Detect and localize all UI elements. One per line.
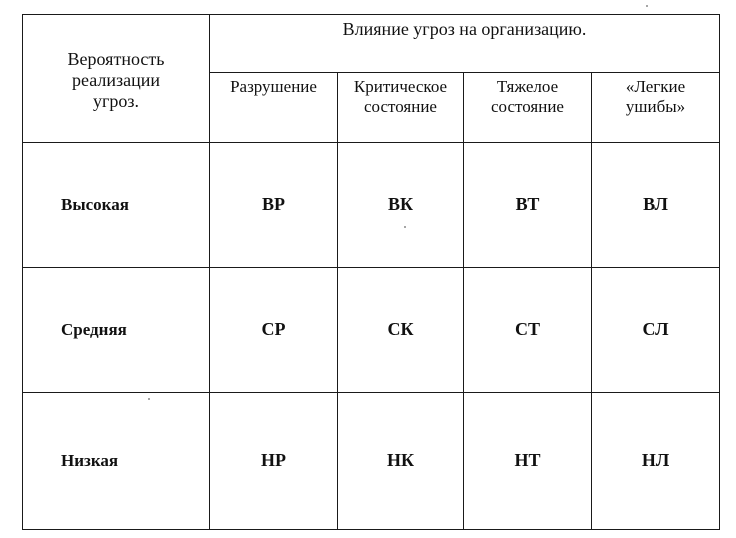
row-label-high: Высокая: [23, 142, 210, 267]
scan-speck: [148, 398, 150, 400]
cell-low-critical: НК: [338, 392, 464, 529]
column-header-critical: [338, 72, 464, 142]
column-header-critical-line-2: состояние: [364, 96, 437, 116]
probability-header-line-3: угроз.: [93, 90, 139, 111]
column-header-minor-line-2: ушибы»: [625, 96, 686, 116]
probability-header-line-1: Вероятность: [67, 48, 165, 69]
column-header-severe: [464, 72, 592, 142]
cell-high-critical: ВК: [338, 142, 464, 267]
cell-low-severe: НТ: [464, 392, 592, 529]
cell-high-minor: ВЛ: [592, 142, 720, 267]
cell-low-minor: НЛ: [592, 392, 720, 529]
probability-header-line-2: реализации: [72, 69, 160, 90]
scan-speck: [404, 226, 406, 228]
column-header-destruction: [210, 72, 338, 142]
table-row-high: [23, 142, 720, 267]
scan-speck: [646, 5, 648, 7]
table-row-medium: [23, 267, 720, 392]
column-header-severe-line-1: Тяжелое: [496, 76, 559, 96]
impact-group-header: Влияние угроз на организацию.: [210, 15, 720, 73]
column-header-destruction-line-1: Разрушение: [230, 76, 317, 96]
table-row-low: [23, 392, 720, 529]
cell-low-destruction: НР: [210, 392, 338, 529]
cell-high-severe: ВТ: [464, 142, 592, 267]
row-label-medium: Средняя: [23, 267, 210, 392]
cell-medium-minor: СЛ: [592, 267, 720, 392]
column-header-critical-line-1: Критическое: [353, 76, 448, 96]
header-row-top: [23, 15, 720, 73]
cell-medium-destruction: СР: [210, 267, 338, 392]
cell-medium-severe: СТ: [464, 267, 592, 392]
column-header-minor-line-1: «Легкие: [625, 76, 686, 96]
column-header-severe-line-2: состояние: [491, 96, 564, 116]
probability-header: [23, 15, 210, 143]
column-header-minor: [592, 72, 720, 142]
threat-matrix-table: [22, 14, 720, 530]
cell-medium-critical: СК: [338, 267, 464, 392]
row-label-low: Низкая: [23, 392, 210, 529]
cell-high-destruction: ВР: [210, 142, 338, 267]
